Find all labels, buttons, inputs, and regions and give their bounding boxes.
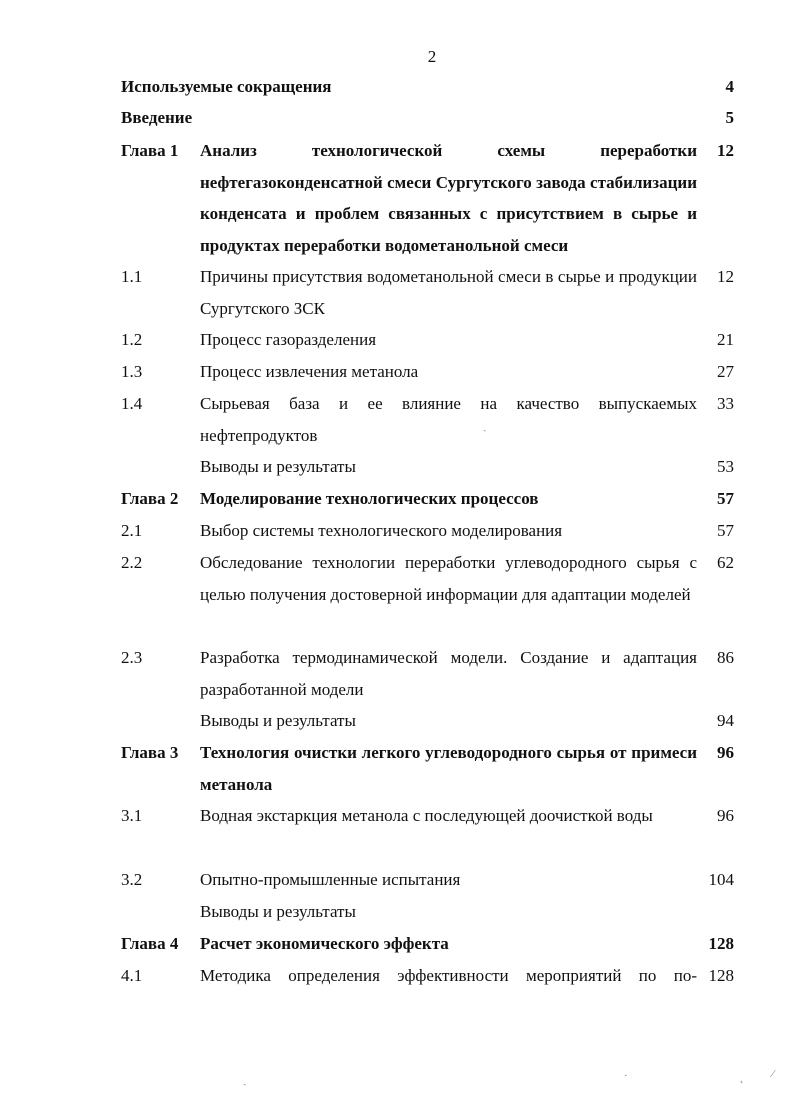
toc-chapter-title: Моделирование технологических процессов [200, 489, 539, 508]
toc-section-title: Сырьевая база и ее влияние на качество выпускаемых нефтепродуктов [200, 394, 697, 445]
toc-section-number: 1.3 [121, 362, 143, 381]
toc-section-title: Выводы и результаты [200, 902, 356, 921]
toc-entry-conclusions-3 [0, 896, 796, 927]
toc-entry-1-1 [0, 261, 796, 318]
toc-page-number: 86 [717, 648, 734, 667]
toc-section-title: Процесс газоразделения [200, 330, 377, 349]
toc-section-number: 1.2 [121, 330, 143, 349]
toc-chapter-title: Технология очистки легкого углеводородного сырья от примеси метанола [200, 743, 697, 794]
toc-entry-2-3 [0, 642, 796, 699]
scan-speck: ⁄ [772, 1068, 774, 1080]
toc-entry-3-2 [0, 864, 796, 895]
toc-page-number: 128 [708, 966, 734, 985]
toc-page-number: 57 [717, 489, 734, 508]
toc-page-number: 62 [717, 553, 734, 572]
toc-page-number: 12 [717, 267, 734, 286]
toc-entry-introduction [0, 102, 796, 133]
toc-chapter-title: Расчет экономического эффекта [200, 934, 449, 953]
toc-section-title: Процесс извлечения метанола [200, 362, 419, 381]
toc-entry-1-3 [0, 356, 796, 387]
toc-entry-conclusions-2 [0, 705, 796, 736]
toc-entry-1-2 [0, 324, 796, 355]
toc-heading: Введение [121, 108, 193, 127]
toc-page-number: 53 [717, 457, 734, 476]
toc-section-number: 4.1 [121, 966, 143, 985]
toc-entry-conclusions-1 [0, 451, 796, 482]
toc-entry-3-1 [0, 800, 796, 831]
toc-section-number: 3.2 [121, 870, 143, 889]
toc-page-number: 96 [717, 806, 734, 825]
toc-page-number: 128 [708, 934, 734, 953]
toc-section-title: Методика определения эффективности мероприятий по по- [200, 966, 697, 985]
toc-section-title: Опытно-промышленные испытания [200, 870, 461, 889]
toc-page-number: 104 [708, 870, 734, 889]
toc-heading: Используемые сокращения [121, 77, 332, 96]
toc-section-number: 2.1 [121, 521, 143, 540]
toc-section-title: Обследование технологии переработки углеводородного сырья с целью получения достоверной информации для адаптации моделей [200, 553, 697, 604]
toc-page-number: 27 [717, 362, 734, 381]
toc-section-title: Разработка термодинамической модели. Создание и адаптация разработанной модели [200, 648, 697, 699]
toc-section-number: 1.1 [121, 267, 143, 286]
scan-speck: ˏ [483, 420, 487, 432]
toc-chapter-label: Глава 3 [121, 743, 179, 762]
toc-page-number: 12 [717, 141, 734, 160]
toc-section-title: Водная экстаркция метанола с последующей доочисткой воды [200, 806, 653, 825]
scan-speck: ˛ [740, 1072, 744, 1084]
toc-page-number: 5 [725, 108, 734, 127]
toc-page-number: 4 [725, 77, 734, 96]
toc-page-number: 21 [717, 330, 734, 349]
toc-section-number: 2.3 [121, 648, 143, 667]
toc-section-number: 3.1 [121, 806, 143, 825]
toc-chapter-label: Глава 1 [121, 141, 179, 160]
toc-section-number: 2.2 [121, 553, 143, 572]
toc-page-number: 94 [717, 711, 734, 730]
toc-section-number: 1.4 [121, 394, 143, 413]
toc-section-title: Выводы и результаты [200, 711, 356, 730]
toc-entry-chapter-3 [0, 737, 796, 794]
scan-speck: · [624, 1070, 628, 1082]
toc-section-title: Причины присутствия водометанольной смеси в сырье и продукции Сургутского ЗСК [200, 267, 697, 318]
toc-chapter-title: Анализ технологической схемы переработки нефтегазоконденсатной смеси Сургутского завода стабилизации конденсата и проблем связанных с присутствием в сырье и продуктах переработки водометанольной смеси [200, 141, 697, 255]
toc-section-title: Выбор системы технологического моделирования [200, 521, 563, 540]
toc-entry-chapter-1 [0, 135, 796, 255]
scan-speck: ˏ [243, 1074, 247, 1086]
toc-entry-2-2 [0, 547, 796, 604]
toc-entry-chapter-4 [0, 928, 796, 959]
toc-entry-2-1 [0, 515, 796, 546]
toc-chapter-label: Глава 4 [121, 934, 179, 953]
toc-entry-abbreviations [0, 71, 796, 102]
toc-entry-1-4 [0, 388, 796, 445]
toc-entry-4-1 [0, 960, 796, 991]
page-number: 2 [427, 47, 437, 66]
toc-section-title: Выводы и результаты [200, 457, 356, 476]
toc-page-number: 96 [717, 743, 734, 762]
toc-entry-chapter-2 [0, 483, 796, 514]
toc-page-number: 33 [717, 394, 734, 413]
toc-page-number: 57 [717, 521, 734, 540]
toc-chapter-label: Глава 2 [121, 489, 179, 508]
